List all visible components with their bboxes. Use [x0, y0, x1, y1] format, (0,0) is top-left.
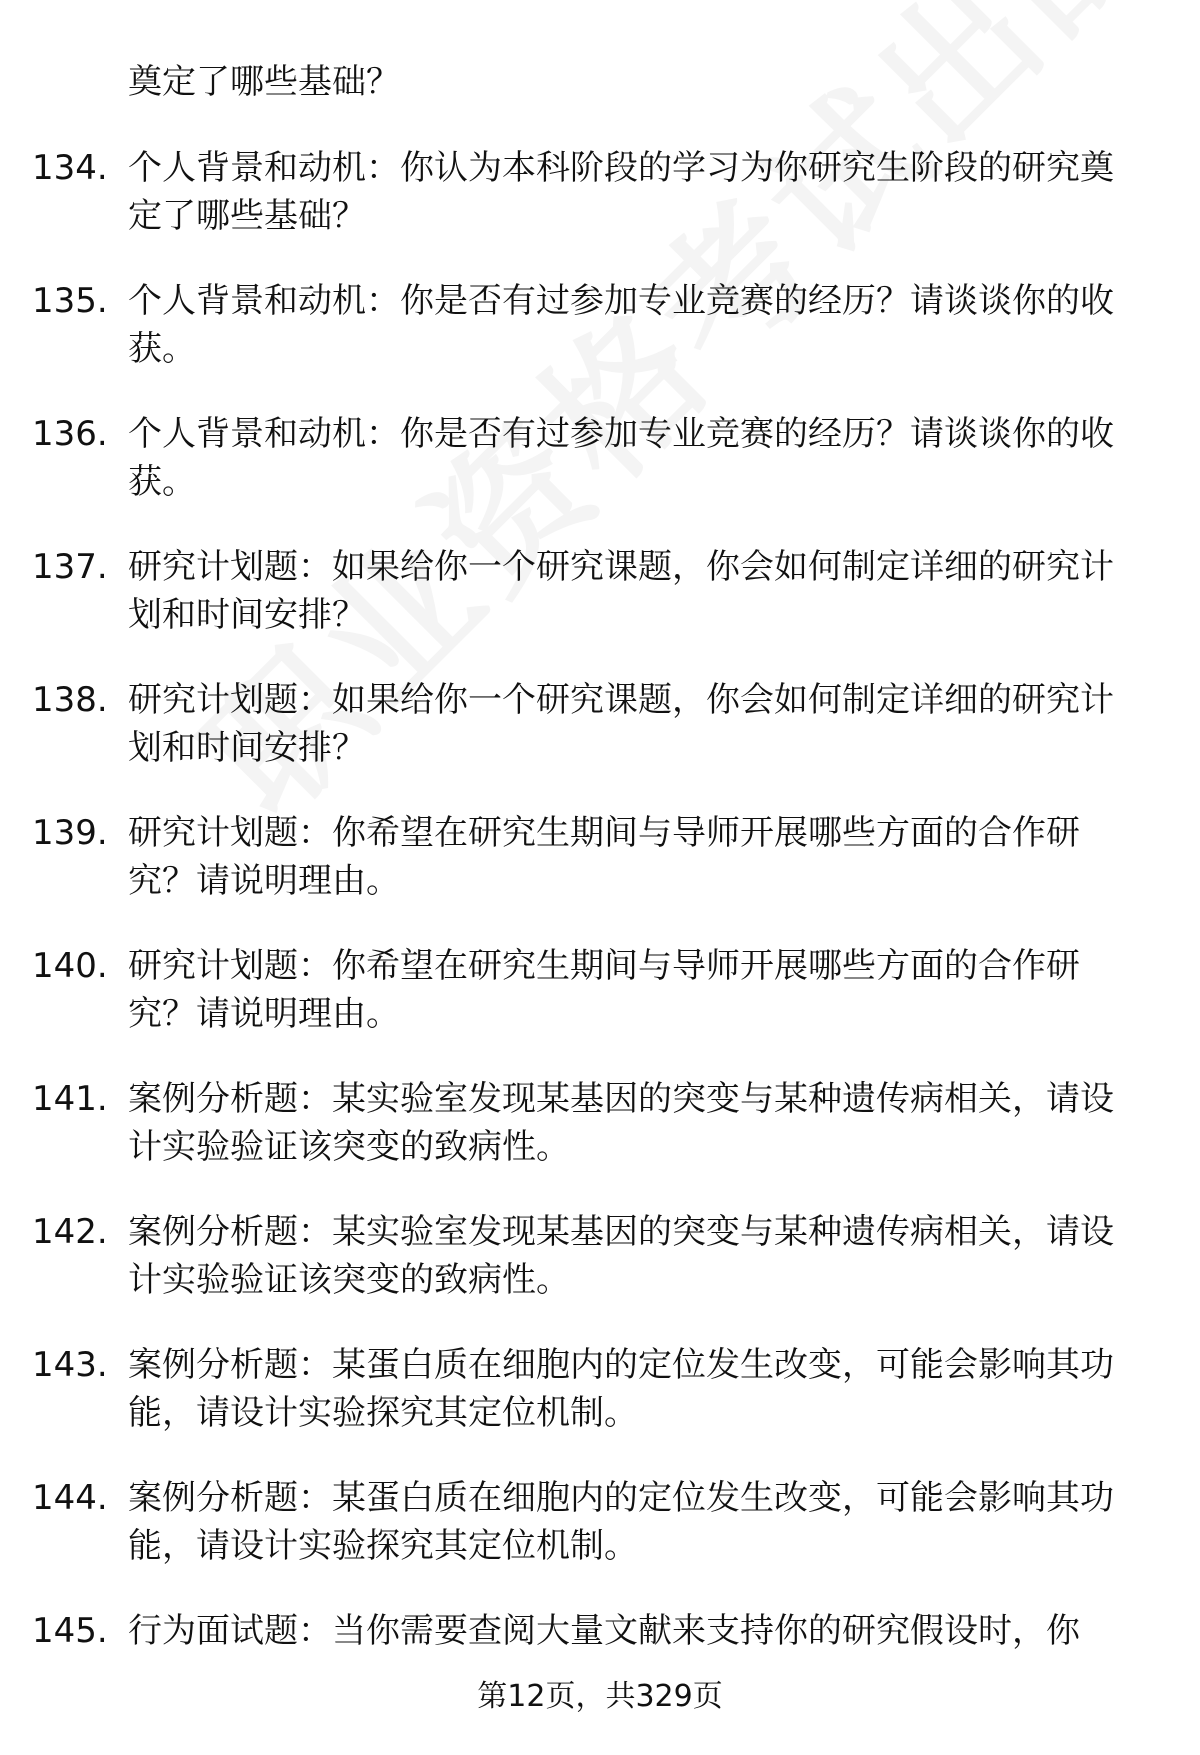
question-number: 145.	[32, 1611, 108, 1651]
question-item	[0, 1474, 1200, 1607]
question-text: 研究计划题：你希望在研究生期间与导师开展哪些方面的合作研究？请说明理由。	[128, 813, 1080, 901]
question-text: 行为面试题：当你需要查阅大量文献来支持你的研究假设时，你	[128, 1611, 1080, 1651]
question-number: 138.	[32, 680, 108, 720]
question-item	[0, 277, 1200, 410]
question-item	[0, 809, 1200, 942]
question-text: 研究计划题：如果给你一个研究课题，你会如何制定详细的研究计划和时间安排？	[128, 547, 1114, 635]
carry-over-text: 奠定了哪些基础？	[128, 62, 400, 102]
question-number: 140.	[32, 946, 108, 986]
question-text: 研究计划题：如果给你一个研究课题，你会如何制定详细的研究计划和时间安排？	[128, 680, 1114, 768]
page-footer: 第12页，共329页	[477, 1679, 723, 1714]
question-text: 个人背景和动机：你认为本科阶段的学习为你研究生阶段的研究奠定了哪些基础？	[128, 148, 1114, 236]
question-number: 136.	[32, 414, 108, 454]
question-number: 142.	[32, 1212, 108, 1252]
question-item	[0, 1341, 1200, 1474]
question-text: 研究计划题：你希望在研究生期间与导师开展哪些方面的合作研究？请说明理由。	[128, 946, 1080, 1034]
question-item	[0, 543, 1200, 676]
question-number: 144.	[32, 1478, 108, 1518]
question-item	[0, 1607, 1200, 1740]
question-text: 个人背景和动机：你是否有过参加专业竞赛的经历？请谈谈你的收获。	[128, 414, 1114, 502]
question-number: 141.	[32, 1079, 108, 1119]
question-item	[0, 1208, 1200, 1341]
question-text: 个人背景和动机：你是否有过参加专业竞赛的经历？请谈谈你的收获。	[128, 281, 1114, 369]
question-text: 案例分析题：某实验室发现某基因的突变与某种遗传病相关，请设计实验验证该突变的致病性。	[128, 1212, 1114, 1300]
question-list	[0, 144, 1200, 1740]
question-number: 134.	[32, 148, 108, 188]
question-text: 案例分析题：某实验室发现某基因的突变与某种遗传病相关，请设计实验验证该突变的致病性。	[128, 1079, 1114, 1167]
question-item	[0, 676, 1200, 809]
question-item	[0, 1075, 1200, 1208]
question-number: 139.	[32, 813, 108, 853]
question-item	[0, 144, 1200, 277]
question-number: 143.	[32, 1345, 108, 1385]
question-item	[0, 410, 1200, 543]
question-text: 案例分析题：某蛋白质在细胞内的定位发生改变，可能会影响其功能，请设计实验探究其定位机制。	[128, 1478, 1114, 1566]
question-number: 137.	[32, 547, 108, 587]
question-text: 案例分析题：某蛋白质在细胞内的定位发生改变，可能会影响其功能，请设计实验探究其定位机制。	[128, 1345, 1114, 1433]
question-item	[0, 942, 1200, 1075]
question-number: 135.	[32, 281, 108, 321]
